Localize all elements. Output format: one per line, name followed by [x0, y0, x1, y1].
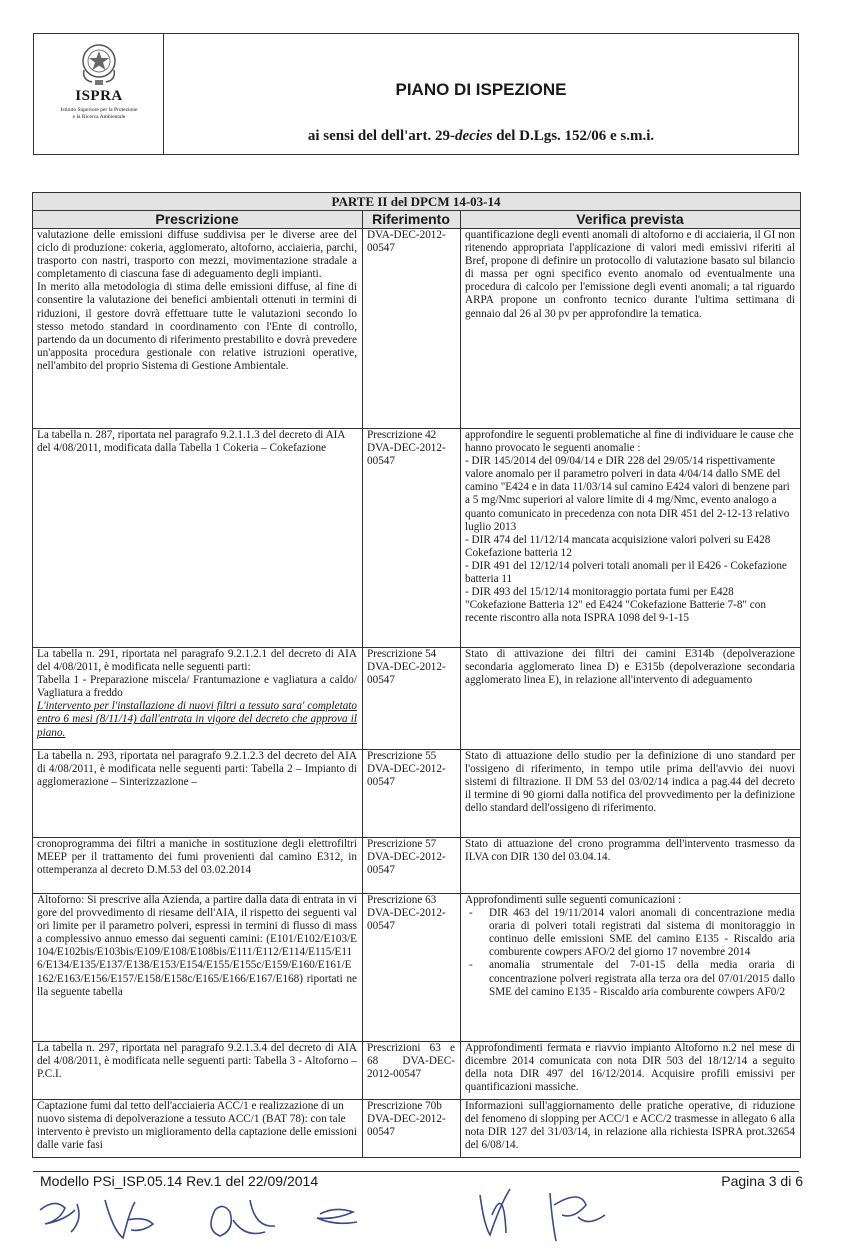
prescrizione-note: L'intervento per l'installazione di nuovi filtri a tessuto sara' completato entro 6 mesi (8/11/14) dall'entrata in vigore del decreto che approva il piano. — [37, 700, 357, 739]
prescrizione-text: valutazione delle emissioni diffuse suddivisa per le diverse aree del ciclo di produzione: cokeria, agglomerato, altoforno, acciaieria, parchi, trasporto con nastri, trasporto con mezzi, movimentazione stradale a completamento di ciascuna fase di adeguamento degli impianti. — [37, 229, 357, 281]
verifica-text: - DIR 491 del 12/12/14 polveri totali anomali per il E426 - Cokefazione batteria 11 — [465, 559, 787, 586]
riferimento-cell — [363, 429, 461, 648]
table-row — [33, 1042, 801, 1100]
footer-divider — [33, 1171, 799, 1172]
document-title: PIANO DI ISPEZIONE — [395, 80, 567, 99]
signature-marks-left — [35, 1180, 375, 1250]
prescrizione-text: La tabella n. 297, riportata nel paragrafo 9.2.1.3.4 del decreto di AIA del 4/08/2011, è modificata nelle seguenti parti: Tabella 3 - Altoforno – P.C.I. — [37, 1042, 357, 1081]
emblem-icon — [78, 40, 120, 88]
verifica-intro: Approfondimenti sulle seguenti comunicazioni : — [465, 894, 682, 906]
table-row — [33, 750, 801, 838]
verifica-text: Stato di attuazione dello studio per la definizione di uno standard per l'ossigeno di riferimento, in tempo utile prima dell'avvio dei nuovi sistemi di filtrazione. Il DM 53 del 03/02/14 indica a pag.44 del decreto il termine di 90 giorni dalla notifica del provvedimento per la definizione dello standard dell'ossigeno di riferimento. — [465, 750, 795, 815]
verifica-cell — [461, 648, 801, 750]
verifica-text: approfondire le seguenti problematiche al fine di individuare le cause che hanno provocato le seguenti anomalie : — [465, 429, 794, 455]
prescrizione-text: Tabella 1 - Preparazione miscela/ Frantumazione e vagliatura a caldo/ Vagliatura a freddo — [37, 674, 357, 700]
verifica-cell — [461, 894, 801, 1042]
footer-model: Modello PSi_ISP.05.14 Rev.1 del 22/09/2014 — [40, 1173, 319, 1189]
riferimento-text: DVA-DEC-2012-00547 — [367, 763, 446, 789]
riferimento-cell — [363, 894, 461, 1042]
riferimento-cell — [363, 1042, 461, 1100]
riferimento-text: Prescrizione 70b — [367, 1100, 442, 1112]
riferimento-cell — [363, 648, 461, 750]
riferimento-text: Prescrizione 57 — [367, 838, 437, 850]
prescrizione-cell — [33, 1042, 363, 1100]
logo-block — [34, 34, 164, 154]
riferimento-text: Prescrizione 54 — [367, 648, 437, 660]
column-header-verifica: Verifica prevista — [461, 211, 801, 229]
column-header-row — [33, 211, 801, 229]
subtitle-pre: ai sensi del dell'art. 29- — [307, 128, 455, 144]
riferimento-text: DVA-DEC-2012-00547 — [367, 661, 446, 687]
verifica-text: - DIR 493 del 15/12/14 monitoraggio portata fumi per E428 "Cokefazione Batteria 12" ed E424 "Cokefazione Batterie 7-8" con recente riscontro alla nota ISPRA 1098 del 9-1-15 — [465, 586, 766, 625]
list-item — [465, 959, 795, 998]
list-item — [465, 907, 795, 959]
prescrizione-cell — [33, 1100, 363, 1158]
riferimento-text: DVA-DEC-2012-00547 — [367, 229, 446, 255]
verifica-text: Informazioni sull'aggiornamento delle pratiche operative, di riduzione del fenomeno di slopping per ACC/1 e ACC/2 trasmesse in allegato 6 alla nota DIR 127 del 31/03/14, in relazione alla richiesta ISPRA prot.32654 del 6/08/14. — [465, 1100, 795, 1152]
column-header-prescrizione: Prescrizione — [33, 211, 363, 229]
verifica-text: - DIR 145/2014 del 09/04/14 e DIR 228 del 29/05/14 rispettivamente valore anomalo per il parametro polveri in data 4/04/14 dallo SME del camino "E424 e in data 11/03/14 sul camino E424 valori di benzene pari a 5 mg/Nmc superiori al valore limite di 4 mg/Nmc, evento analogo a quanto comunicato in precedenza con nota DIR 451 del 2-12-13 relativo luglio 2013 — [465, 455, 790, 533]
document-subtitle — [164, 128, 798, 145]
verifica-cell — [461, 750, 801, 838]
verifica-cell — [461, 1100, 801, 1158]
riferimento-text: Prescrizione 63 — [367, 894, 437, 906]
list-item-text: DIR 463 del 19/11/2014 valori anomali di concentrazione media oraria di polveri totali registrati dal sistema di monitoraggio in continuo delle emissioni SME del camino E135 - Riscaldo aria comburente cowpers AFO/2 del giorno 17 novembre 2014 — [489, 907, 795, 959]
part-title: PARTE II del DPCM 14-03-14 — [33, 193, 801, 211]
riferimento-text: DVA-DEC-2012-00547 — [367, 907, 446, 933]
verifica-list — [465, 907, 795, 999]
org-name: ISPRA — [75, 88, 123, 104]
prescrizione-cell — [33, 229, 363, 429]
part-title-row — [33, 193, 801, 211]
riferimento-text: Prescrizioni 63 e 68 DVA-DEC-2012-00547 — [367, 1042, 455, 1081]
prescrizione-text: cronoprogramma dei filtri a maniche in sostituzione degli elettrofiltri MEEP per il trattamento dei fumi provenienti dal camino E312, in ottemperanza al decreto D.M.53 del 03.02.2014 — [37, 838, 357, 877]
org-subtitle — [34, 107, 164, 121]
footer-page-number: Pagina 3 di 6 — [721, 1173, 803, 1189]
prescrizione-text: Captazione fumi dal tetto dell'acciaieria ACC/1 e realizzazione di un nuovo sistema di depolverazione a tessuto ACC/1 (BAT 78): con tale intervento è previsto un miglioramento della captazione delle emissioni dalle varie fasi — [37, 1100, 357, 1152]
verifica-text: - DIR 474 del 11/12/14 mancata acquisizione valori polveri su E428 Cokefazione batteria 12 — [465, 533, 771, 559]
document-header — [33, 33, 799, 155]
riferimento-cell — [363, 750, 461, 838]
prescrizione-text: La tabella n. 293, riportata nel paragrafo 9.2.1.2.3 del decreto del AIA di 4/08/2011, è modificata nelle seguenti parti: Tabella 2 – Impianto di agglomerazione – Sinterizzazione – — [37, 750, 357, 789]
table-row — [33, 894, 801, 1042]
list-item-text: anomalia strumentale del 7-01-15 della media oraria di concentrazione polveri registrata alla terza ora del 07/01/2015 dallo SME del camino E135 - Riscaldo aria comburente cowpers AF0/2 — [489, 959, 795, 998]
riferimento-cell — [363, 229, 461, 429]
riferimento-text: DVA-DEC-2012-00547 — [367, 851, 446, 877]
column-header-riferimento: Riferimento — [363, 211, 461, 229]
prescrizione-text: Altoforno: Si prescrive alla Azienda, a partire dalla data di entrata in vigore del provvedimento di riesame dell'AIA, il rispetto dei seguenti valori limite per il parametro polveri, espressi in termini di flusso di massa complessivo annuo emesso dai seguenti camini: (E101/E102/E103/E104/E102bis/E103bis/E109/E108/E108bis/E111/E112/E114/E115/E116/E134/E135/E137/E138/E153/E154/E155/E155c/E159/E160/E161/E162/E163/E156/E157/E158/E158c/E165/E166/E167/E168) riportati nella seguente tabella — [37, 894, 357, 998]
prescrizione-cell — [33, 838, 363, 894]
verifica-cell — [461, 838, 801, 894]
table-row — [33, 648, 801, 750]
verifica-text: Approfondimenti fermata e riavvio impianto Altoforno n.2 nel mese di dicembre 2014 comunicata con nota DIR 503 del 18/12/14 a seguito della nota DIR 497 del 16/12/2014. Acquisire profili emissivi per quantificazioni massiche. — [465, 1042, 795, 1094]
signature-marks-right — [470, 1175, 620, 1245]
dash-bullet: - — [469, 907, 473, 920]
verifica-cell — [461, 1042, 801, 1100]
prescrizione-cell — [33, 894, 363, 1042]
dash-bullet: - — [469, 959, 473, 972]
riferimento-text: DVA-DEC-2012-00547 — [367, 1113, 446, 1139]
riferimento-text: DVA-DEC-2012-00547 — [367, 442, 446, 468]
prescrizione-text: In merito alla metodologia di stima delle emissioni diffuse, al fine di consentire la valutazione dei benefici ambientali ottenuti in termini di riduzioni, il gestore dovrà effettuare tutte le valutazioni secondo lo stesso metodo standard in coordinamento con l'Ente di controllo, partendo da un documento di riferimento prestabilito e dovrà prevedere un'apposita procedura gestionale con relative istruzioni operative, nell'ambito del proprio Sistema di Gestione Ambientale. — [37, 281, 357, 372]
prescrizione-text: La tabella n. 291, riportata nel paragrafo 9.2.1.2.1 del decreto di AIA del 4/08/2011, è modificata nelle seguenti parti: — [37, 648, 357, 674]
table-row — [33, 229, 801, 429]
riferimento-cell — [363, 838, 461, 894]
inspection-table — [32, 192, 801, 1158]
verifica-text: Stato di attuazione del crono programma dell'intervento trasmesso da ILVA con DIR 130 del 03.04.14. — [465, 838, 795, 864]
riferimento-text: Prescrizione 42 — [367, 429, 437, 441]
prescrizione-cell — [33, 429, 363, 648]
verifica-cell — [461, 429, 801, 648]
prescrizione-text: La tabella n. 287, riportata nel paragrafo 9.2.1.1.3 del decreto di AIA del 4/08/2011, modificata dalla Tabella 1 Cokeria – Cokefazione — [37, 429, 345, 455]
table-row — [33, 838, 801, 894]
org-subtitle-line-2: e la Ricerca Ambientale — [72, 114, 126, 120]
verifica-text: Stato di attivazione dei filtri dei camini E314b (depolverazione secondaria agglomerato linea D) e E315b (depolverazione secondaria agglomerato linea E), in relazione all'intervento di adeguamento — [465, 648, 795, 687]
prescrizione-cell — [33, 750, 363, 838]
verifica-cell — [461, 229, 801, 429]
subtitle-post: del D.Lgs. 152/06 e s.m.i. — [492, 128, 655, 144]
subtitle-italic: decies — [454, 128, 493, 144]
org-subtitle-line-1: Istituto Superiore per la Protezione — [60, 107, 138, 113]
verifica-text: quantificazione degli eventi anomali di altoforno e di acciaieria, il GI non ritenendo appropriata l'applicazione di valori medi emissivi riferiti al Bref, propone di definire un protocollo di valutazione basato sul bilancio di massa per ogni specifico evento anomalo od eventualmente una procedura di calcolo per l'emissione degli eventi anomali; a tal riguardo ARPA propone un confronto tecnico durante l'ultima settimana di gennaio dal 26 al 30 pv per approfondire la tematica. — [465, 229, 795, 320]
prescrizione-cell — [33, 648, 363, 750]
riferimento-cell — [363, 1100, 461, 1158]
riferimento-text: Prescrizione 55 — [367, 750, 437, 762]
table-row — [33, 1100, 801, 1158]
table-row — [33, 429, 801, 648]
